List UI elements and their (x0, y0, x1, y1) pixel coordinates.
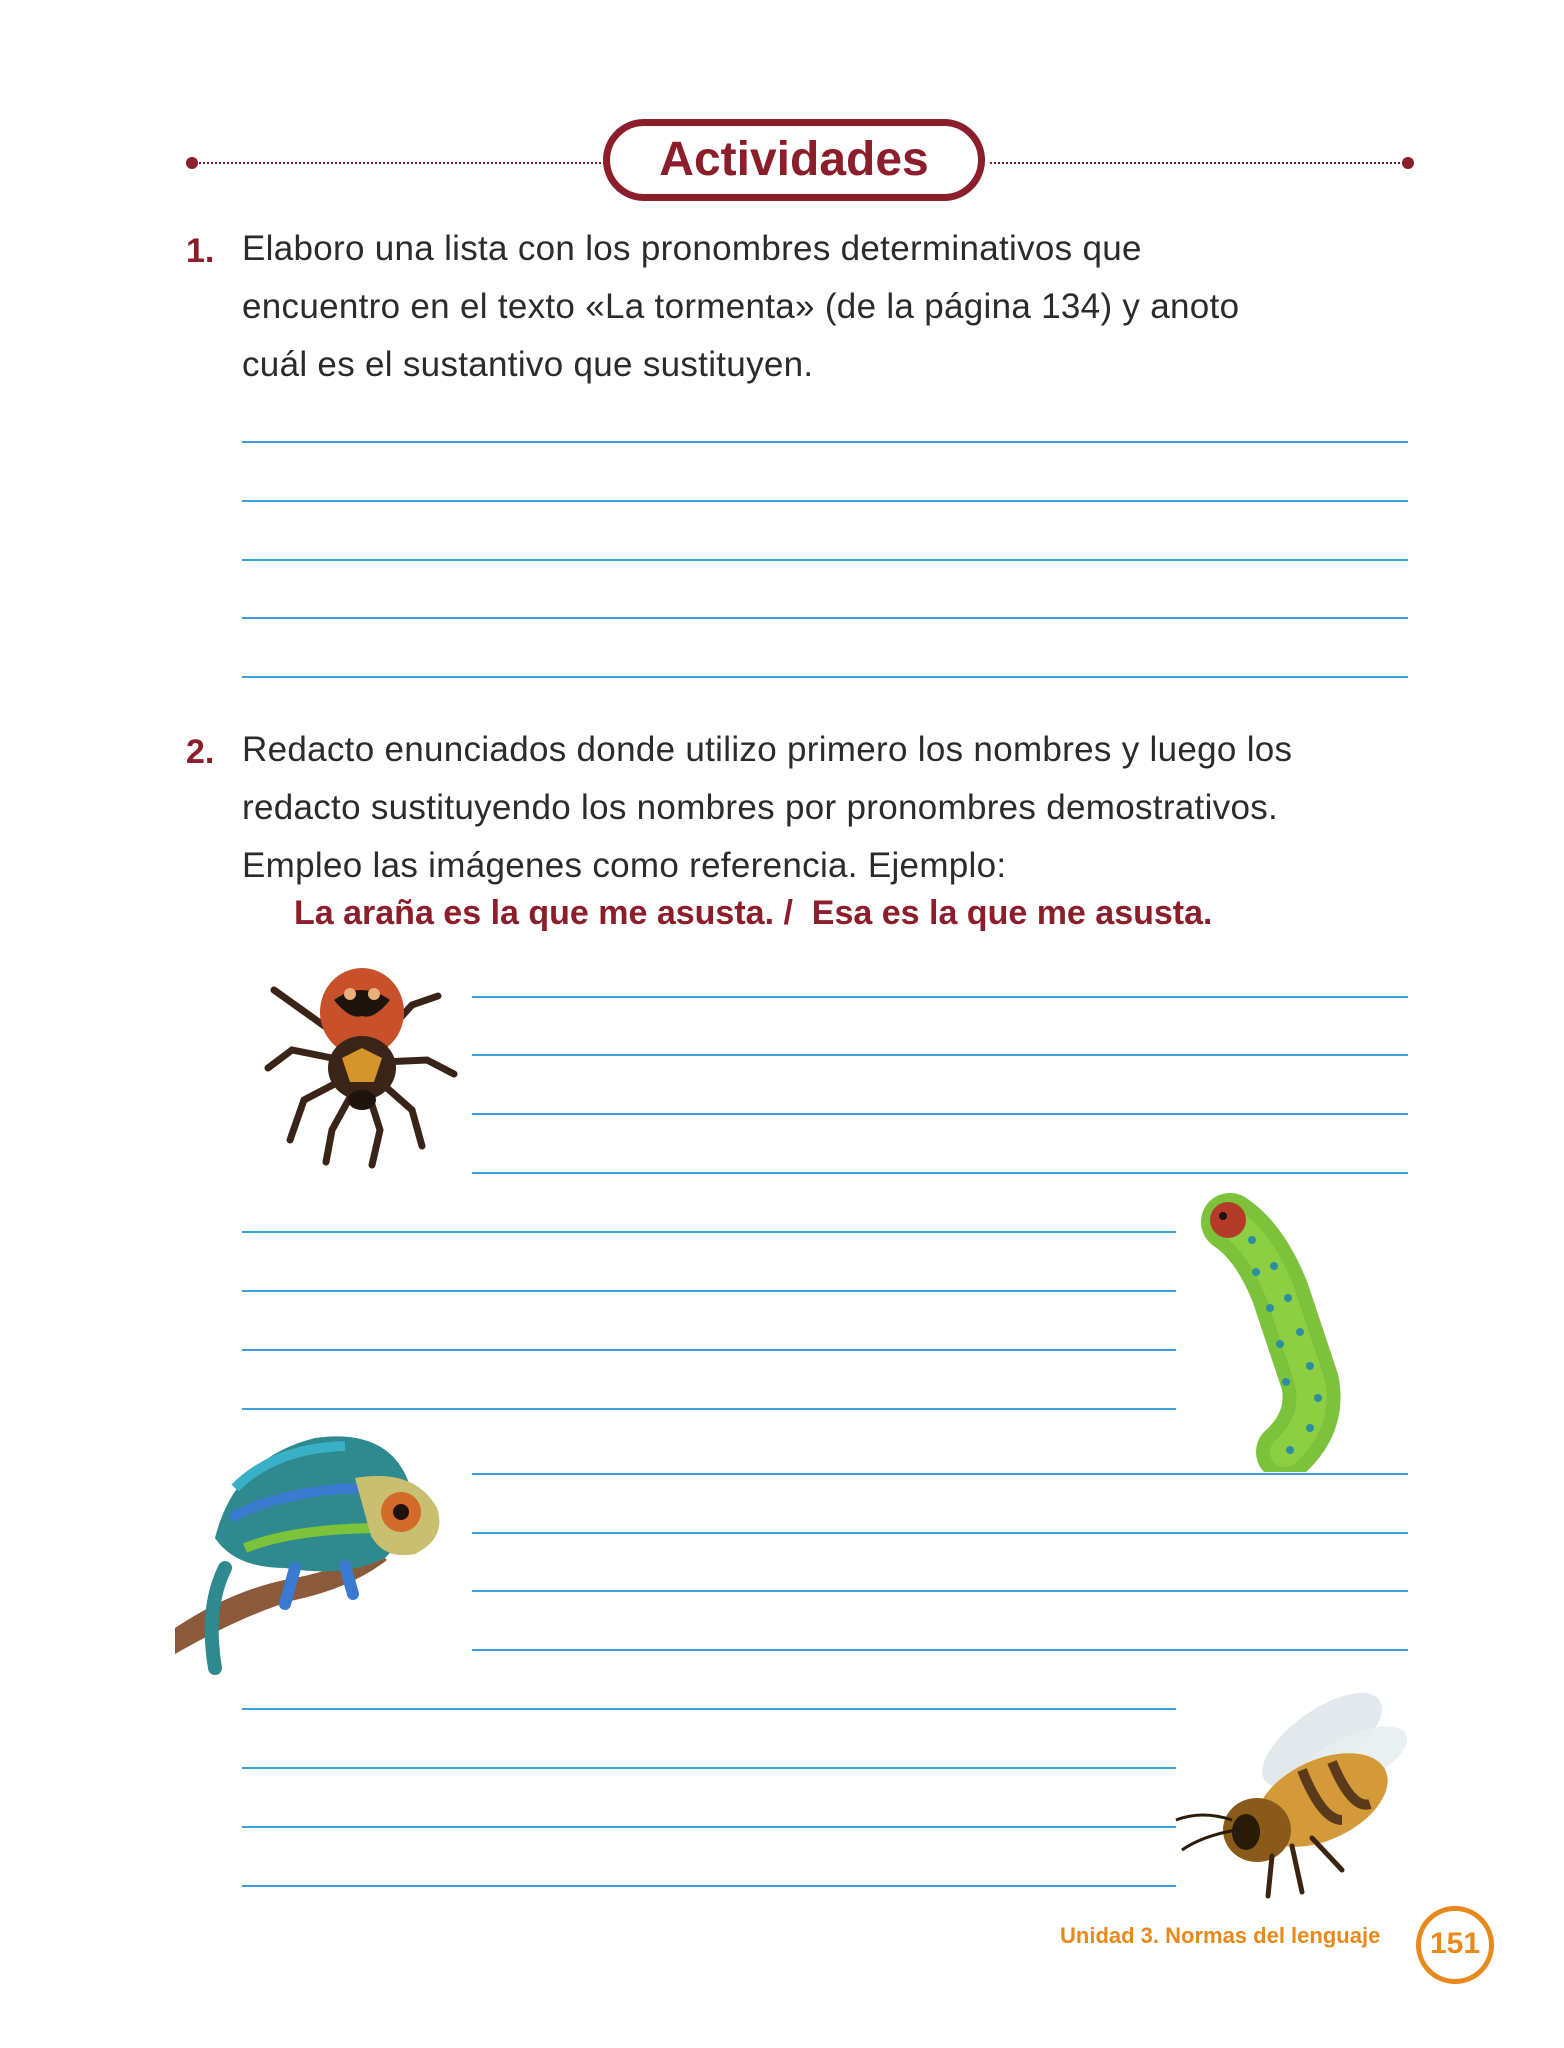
chameleon-image (175, 1418, 465, 1688)
answer-line[interactable] (472, 1054, 1408, 1056)
activity-1-instructions (242, 220, 1422, 394)
activity-1-line-3: cuál es el sustantivo que sustituyen. (242, 345, 814, 384)
title-left-dotted-rule (192, 162, 612, 164)
answer-line[interactable] (472, 1649, 1408, 1651)
answer-line[interactable] (472, 1172, 1408, 1174)
activity-1-number: 1. (186, 232, 215, 270)
answer-line[interactable] (242, 559, 1408, 561)
unit-label: Unidad 3. Normas del lenguaje (1060, 1923, 1381, 1948)
activity-2-line-3: Empleo las imágenes como referencia. Ejemplo: (242, 846, 1007, 885)
answer-line[interactable] (472, 1113, 1408, 1115)
answer-line[interactable] (472, 996, 1408, 998)
activity-2-line-2: redacto sustituyendo los nombres por pronombres demostrativos. (242, 788, 1279, 827)
activity-1-line-2: encuentro en el texto «La tormenta» (de la página 134) y anoto (242, 287, 1240, 326)
activity-2-instructions (242, 721, 1422, 895)
answer-line[interactable] (242, 676, 1408, 678)
answer-line[interactable] (242, 1349, 1176, 1351)
answer-line[interactable] (472, 1473, 1408, 1475)
spider-image (262, 950, 462, 1175)
page-title: Actividades (603, 119, 985, 201)
activity-2-line-1: Redacto enunciados donde utilizo primero los nombres y luego los (242, 730, 1293, 769)
answer-line[interactable] (242, 617, 1408, 619)
activity-2-number: 2. (186, 733, 215, 771)
bee-image (1172, 1670, 1432, 1910)
answer-line[interactable] (242, 1408, 1176, 1410)
answer-line[interactable] (242, 441, 1408, 443)
activity-1-line-1: Elaboro una lista con los pronombres determinativos que (242, 229, 1142, 268)
answer-line[interactable] (242, 1708, 1176, 1710)
answer-line[interactable] (242, 1290, 1176, 1292)
answer-line[interactable] (472, 1590, 1408, 1592)
answer-line[interactable] (242, 500, 1408, 502)
example-sentence: La araña es la que me asusta. / Esa es la que me asusta. (294, 894, 1213, 932)
answer-line[interactable] (242, 1231, 1176, 1233)
title-right-dot (1402, 157, 1414, 169)
caterpillar-image (1190, 1182, 1370, 1472)
answer-line[interactable] (242, 1826, 1176, 1828)
page-number: 151 (1416, 1906, 1494, 1984)
title-right-dotted-rule (990, 162, 1408, 164)
answer-line[interactable] (242, 1767, 1176, 1769)
answer-line[interactable] (242, 1885, 1176, 1887)
answer-line[interactable] (472, 1532, 1408, 1534)
